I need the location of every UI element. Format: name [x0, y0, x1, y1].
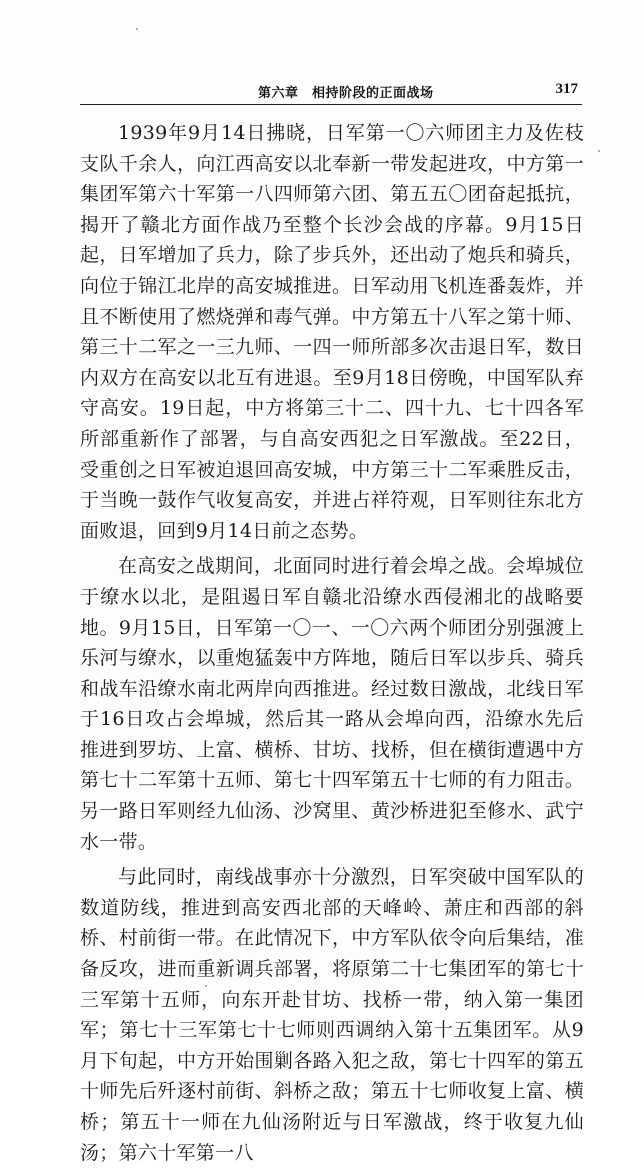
paragraph: 与此同时，南线战事亦十分激烈，日军突破中国军队的数道防线，推进到高安西北部的天峰岭、萧庄和西部的斜桥、村前街一带。在此情况下，中方军队依令向后集结，准备反攻，进而重新调兵部署，将原第二十七集团军的第七十三军第十五师，向东开赴甘坊、找桥一带，纳入第一集团军；第七十三军第七十七师则西调纳入第十五集团军。从9月下旬起，中方开始围剿各路入犯之敌，第七十四军的第五十师先后歼逐村前街、斜桥之敌；第五十七师收复上富、横桥；第五十一师在九仙汤附近与日军激战，终于收复九仙汤；第六十军第一八 — [80, 866, 584, 1164]
running-header — [80, 78, 582, 105]
scan-speck — [136, 28, 138, 30]
paragraph: 在高安之战期间，北面同时进行着会埠之战。会埠城位于缭水以北，是阻遏日军自赣北沿缭水西侵湘北的战略要地。9月15日，日军第一〇一、一〇六两个师团分别强渡上乐河与缭水，以重炮猛轰中方阵地，随后日军以步兵、骑兵和战车沿缭水南北两岸向西推进。经过数日激战，北线日军于16日攻占会埠城，然后其一路从会埠向西，沿缭水先后推进到罗坊、上富、横桥、甘坊、找桥，但在横街遭遇中方第七十二军第十五师、第七十四军第五十七师的有力阻击。另一路日军则经九仙汤、沙窝里、黄沙桥进犯至修水、武宁水一带。 — [80, 555, 584, 853]
scan-speck — [598, 150, 600, 152]
chapter-title: 第六章 相持阶段的正面战场 — [258, 86, 434, 101]
paragraph: 1939年9月14日拂晓，日军第一〇六师团主力及佐枝支队千余人，向江西高安以北奉新一带发起进攻，中方第一集团军第六十军第一八四师第六团、第五五〇团奋起抵抗，揭开了赣北方面作战乃至整个长沙会战的序幕。9月15日起，日军增加了兵力，除了步兵外，还出动了炮兵和骑兵，向位于锦江北岸的高安城推进。日军动用飞机连番轰炸，并且不断使用了燃烧弹和毒气弹。中方第五十八军之第十师、第三十二军之一三九师、一四一师所部多次击退日军，数日内双方在高安以北互有进退。至9月18日傍晚，中国军队弃守高安。19日起，中方将第三十二、四十九、七十四各军所部重新作了部署，与自高安西犯之日军激战。至22日，受重创之日军被迫退回高安城，中方第三十二军乘胜反击，于当晚一鼓作气收复高安，并进占祥符观，日军则往东北方面败退，回到9月14日前之态势。 — [80, 122, 584, 542]
body-text — [80, 118, 584, 1173]
page-number: 317 — [555, 81, 578, 97]
